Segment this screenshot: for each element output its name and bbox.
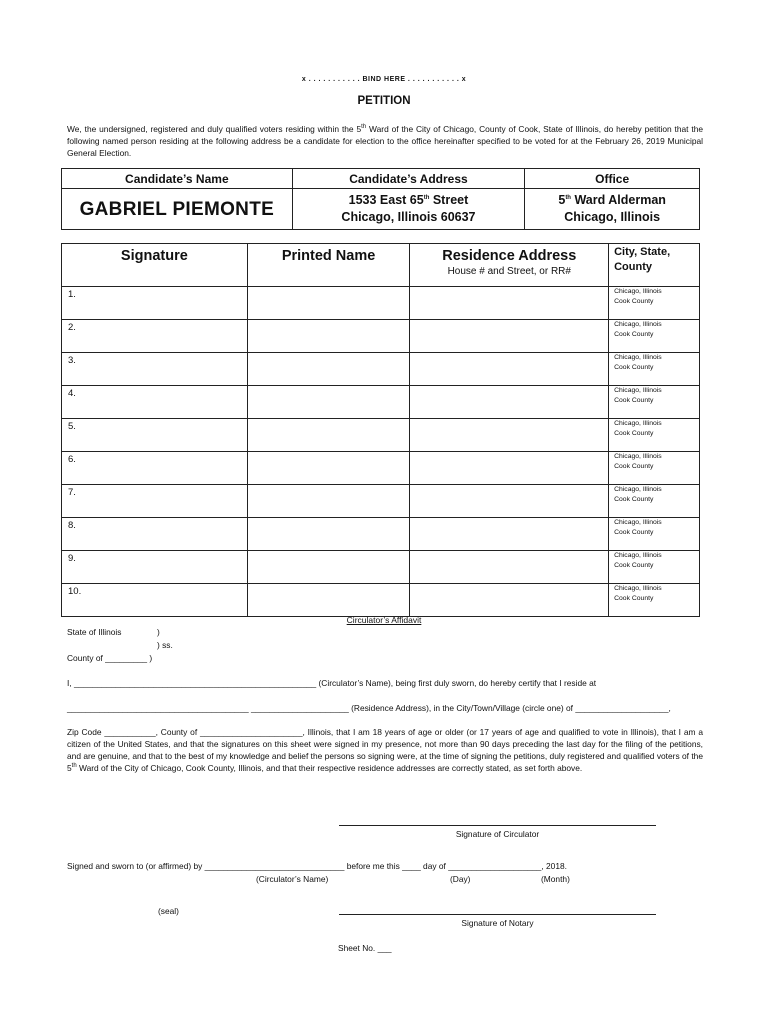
residence-address-cell[interactable]: [410, 419, 609, 452]
sworn-day-label: (Day): [450, 874, 471, 884]
city-county-cell: [609, 386, 700, 419]
printed-name-cell[interactable]: [247, 353, 410, 386]
signature-row: [62, 518, 700, 551]
state-paren: ): [157, 627, 160, 637]
residence-header-label: Residence Address: [442, 248, 577, 264]
address-line-1-post: Street: [429, 193, 469, 207]
row-county: Cook County: [614, 298, 654, 305]
row-number[interactable]: 5.: [62, 419, 248, 452]
row-county: Cook County: [614, 562, 654, 569]
row-number[interactable]: 3.: [62, 353, 248, 386]
signature-row: [62, 419, 700, 452]
city-county-cell: [609, 584, 700, 617]
sworn-line: Signed and sworn to (or affirmed) by ______________________________ before me this ____ day of ____________________, 2018.: [67, 861, 567, 871]
notary-signature-label: Signature of Notary: [461, 918, 534, 928]
intro-text-2: Ward of the City of Chicago, County of Cook, State of Illinois, do hereby petition that the following named person residing at the following address be a candidate for election to the office hereinafter specified to be voted for at the February 26, 2019 Municipal General Election.: [67, 124, 704, 158]
ss-label: ) ss.: [157, 640, 173, 650]
printed-name-cell[interactable]: [247, 386, 410, 419]
row-number[interactable]: 6.: [62, 452, 248, 485]
candidate-table: [61, 168, 700, 230]
row-city: Chicago, Illinois: [614, 486, 662, 493]
row-number[interactable]: 1.: [62, 287, 248, 320]
county-label: County of _________ ): [67, 653, 153, 663]
bind-here-marker: x . . . . . . . . . . . BIND HERE . . . . . . . . . . . x: [301, 76, 467, 83]
circulator-signature-label: Signature of Circulator: [455, 829, 540, 839]
notary-signature-line: [339, 914, 656, 915]
signature-row: [62, 386, 700, 419]
row-city: Chicago, Illinois: [614, 585, 662, 592]
printed-name-cell[interactable]: [247, 287, 410, 320]
address-line-1: [293, 192, 525, 209]
printed-name-cell[interactable]: [247, 584, 410, 617]
row-number[interactable]: 7.: [62, 485, 248, 518]
row-county: Cook County: [614, 430, 654, 437]
row-city: Chicago, Illinois: [614, 387, 662, 394]
residence-header-sub: House # and Street, or RR#: [447, 266, 571, 277]
office-line-2: Chicago, Illinois: [564, 210, 661, 224]
printed-name-cell[interactable]: [247, 452, 410, 485]
residence-address-cell[interactable]: [410, 452, 609, 485]
signature-row: [62, 452, 700, 485]
office: [525, 189, 700, 230]
printed-name-cell[interactable]: [247, 485, 410, 518]
candidate-last-name: PIEMONTE: [172, 198, 275, 220]
row-city: Chicago, Illinois: [614, 420, 662, 427]
row-city: Chicago, Illinois: [614, 288, 662, 295]
residence-address-cell[interactable]: [410, 518, 609, 551]
row-number[interactable]: 10.: [62, 584, 248, 617]
sworn-name-label: (Circulator’s Name): [256, 874, 329, 884]
office-sup: th: [565, 194, 571, 201]
city-header-line-1: City, State,: [614, 246, 671, 258]
signature-row: [62, 584, 700, 617]
affidavit-paragraph: [67, 726, 703, 774]
city-county-cell: [609, 353, 700, 386]
residence-address-cell[interactable]: [410, 551, 609, 584]
signature-header: Signature: [62, 244, 248, 287]
sworn-month-label: (Month): [541, 874, 570, 884]
city-county-cell: [609, 287, 700, 320]
affidavit-text-2: Ward of the City of Chicago, Cook County, Illinois, and that their respective residence addresses are correctly stated, as set forth above.: [76, 763, 583, 773]
intro-sup: th: [361, 124, 367, 131]
intro-text-1: We, the undersigned, registered and duly qualified voters residing within the 5: [67, 124, 362, 134]
signature-table: [61, 243, 700, 617]
signature-row: [62, 287, 700, 320]
residence-address-cell[interactable]: [410, 353, 609, 386]
city-county-cell: [609, 320, 700, 353]
candidate-name: [62, 189, 293, 230]
address-line-1-pre: 1533 East 65: [348, 193, 424, 207]
row-county: Cook County: [614, 364, 654, 371]
row-city: Chicago, Illinois: [614, 354, 662, 361]
row-city: Chicago, Illinois: [614, 321, 662, 328]
residence-address-cell[interactable]: [410, 485, 609, 518]
city-county-cell: [609, 452, 700, 485]
printed-name-cell[interactable]: [247, 551, 410, 584]
printed-name-cell[interactable]: [247, 419, 410, 452]
printed-name-cell[interactable]: [247, 320, 410, 353]
row-city: Chicago, Illinois: [614, 453, 662, 460]
row-city: Chicago, Illinois: [614, 552, 662, 559]
city-county-cell: [609, 485, 700, 518]
office-line-1-pre: 5: [558, 193, 566, 207]
city-county-cell: [609, 419, 700, 452]
affidavit-title: Circulator’s Affidavit: [346, 615, 422, 625]
city-county-cell: [609, 518, 700, 551]
office-header: Office: [525, 169, 700, 189]
row-county: Cook County: [614, 529, 654, 536]
row-county: Cook County: [614, 397, 654, 404]
office-line-1-post: Ward Alderman: [570, 193, 666, 207]
row-city: Chicago, Illinois: [614, 519, 662, 526]
row-number[interactable]: 9.: [62, 551, 248, 584]
residence-address-header: [410, 244, 609, 287]
city-state-county-header: [609, 244, 700, 287]
sheet-number: Sheet No. ___: [338, 943, 392, 953]
row-county: Cook County: [614, 595, 654, 602]
candidate-name-header: Candidate’s Name: [62, 169, 293, 189]
row-number[interactable]: 2.: [62, 320, 248, 353]
city-county-cell: [609, 551, 700, 584]
signature-row: [62, 551, 700, 584]
circulator-name-line: I, ____________________________________________________ (Circulator’s Name), being first duly sworn, do hereby certify that I reside at: [67, 678, 597, 688]
residence-address-cell[interactable]: [410, 584, 609, 617]
candidate-address: [292, 189, 525, 230]
address-line-2: Chicago, Illinois 60637: [341, 210, 476, 224]
row-number[interactable]: 4.: [62, 386, 248, 419]
residence-address-line: _______________________________________ _____________________ (Residence Address), in the City/Town/Village (circle one) of ____________________,: [67, 703, 671, 713]
city-header-line-2: County: [614, 261, 652, 273]
candidate-first-name: GABRIEL: [79, 198, 167, 220]
residence-address-cell[interactable]: [410, 287, 609, 320]
office-line-1: [525, 192, 699, 209]
affidavit-sup: th: [71, 763, 77, 770]
state-label: State of Illinois: [67, 627, 122, 637]
row-number[interactable]: 8.: [62, 518, 248, 551]
row-county: Cook County: [614, 463, 654, 470]
residence-address-cell[interactable]: [410, 320, 609, 353]
intro-paragraph: [67, 123, 703, 159]
row-county: Cook County: [614, 331, 654, 338]
printed-name-cell[interactable]: [247, 518, 410, 551]
candidate-address-header: Candidate’s Address: [292, 169, 525, 189]
residence-address-cell[interactable]: [410, 386, 609, 419]
signature-row: [62, 320, 700, 353]
printed-name-header: Printed Name: [247, 244, 410, 287]
affidavit-text-1: Zip Code ___________, County of ______________________, Illinois, that I am 18 years of age or older (or 17 years of age and qualified to vote in Illinois), that I am a citizen of the United States, and that the signatures on this sheet were signed in my presence, not more than 90 days preceding the last day for the filing of the petitions, and are genuine, and that to the best of my knowledge and belief the persons so signing were, at the time of signing the petitions, duly registered and qualified voters of the 5: [67, 727, 703, 773]
seal-label: (seal): [158, 906, 179, 916]
address-sup: th: [423, 194, 430, 201]
signature-row: [62, 485, 700, 518]
signature-row: [62, 353, 700, 386]
row-county: Cook County: [614, 496, 654, 503]
signature-rows: [62, 287, 700, 617]
page-title: PETITION: [357, 95, 411, 107]
circulator-signature-line: [339, 825, 656, 826]
